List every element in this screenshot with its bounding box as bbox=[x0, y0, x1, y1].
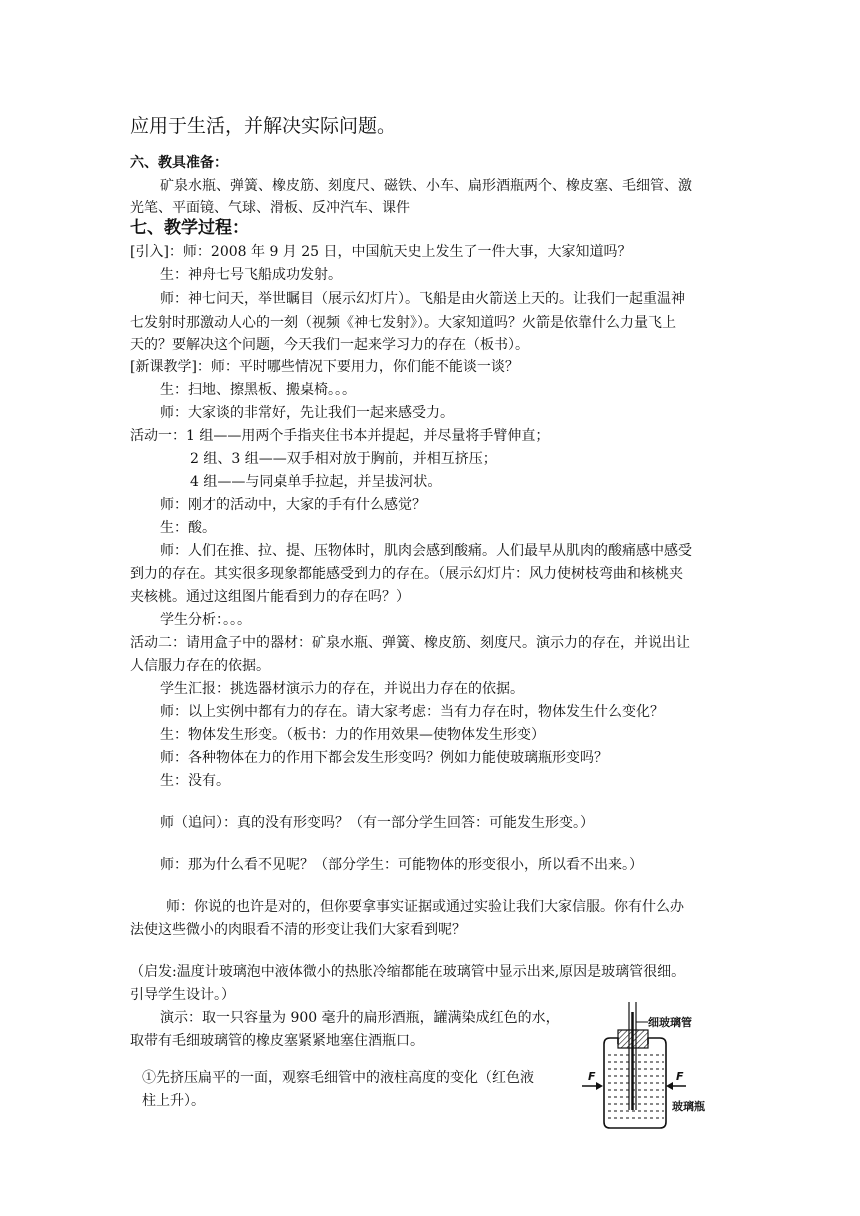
force-label-right: F bbox=[676, 1070, 684, 1083]
line: [引入]：师：2008 年 9 月 25 日，中国航天史上发生了一件大事，大家知道吗？ bbox=[130, 244, 632, 260]
force-label-left: F bbox=[588, 1070, 596, 1083]
line: 学生汇报：挑选器材演示力的存在，并说出力存在的依据。 bbox=[160, 681, 524, 697]
line: 师（追问）：真的没有形变吗？（有一部分学生回答：可能发生形变。） bbox=[160, 815, 594, 831]
section-heading: 六、教具准备： bbox=[130, 155, 228, 171]
bottle-figure bbox=[578, 1000, 728, 1140]
line: 师：以上实例中都有力的存在。请大家考虑：当有力存在时，物体发生什么变化？ bbox=[160, 704, 664, 720]
line: （启发:温度计玻璃泡中液体微小的热胀冷缩都能在玻璃管中显示出来,原因是玻璃管很细。 bbox=[130, 964, 686, 980]
line: 演示：取一只容量为 900 毫升的扁形酒瓶，罐满染成红色的水， bbox=[160, 1010, 560, 1026]
tube-label: 细玻璃管 bbox=[648, 1016, 692, 1029]
line: 师：大家谈的非常好，先让我们一起来感受力。 bbox=[160, 405, 454, 421]
line: 2 组、3 组——双手相对放于胸前，并相互挤压； bbox=[190, 451, 497, 467]
line: 师：刚才的活动中，大家的手有什么感觉？ bbox=[160, 497, 426, 513]
line: 到力的存在。其实很多现象都能感受到力的存在。（展示幻灯片：风力使树枝弯曲和核桃夹 bbox=[130, 566, 683, 582]
line: [新课教学]：师：平时哪些情况下要用力，你们能不能谈一谈？ bbox=[130, 359, 519, 375]
line: ①先挤压扁平的一面，观察毛细管中的液柱高度的变化（红色液 bbox=[142, 1070, 534, 1086]
line: 活动二：请用盒子中的器材：矿泉水瓶、弹簧、橡皮筋、刻度尺。演示力的存在，并说出让 bbox=[130, 635, 690, 651]
line: 引导学生设计。） bbox=[130, 987, 235, 1003]
line: 师：人们在推、拉、提、压物体时，肌肉会感到酸痛。人们最早从肌肉的酸痛感中感受 bbox=[160, 543, 692, 559]
line: 生：物体发生形变。（板书：力的作用效果—使物体发生形变） bbox=[160, 727, 545, 743]
line: 柱上升）。 bbox=[142, 1093, 205, 1109]
line: 学生分析：。。。 bbox=[160, 612, 251, 628]
arrowhead-left bbox=[596, 1082, 603, 1090]
line: 天的？要解决这个问题，今天我们一起来学习力的存在（板书）。 bbox=[130, 337, 529, 353]
line: 生：没有。 bbox=[160, 773, 230, 789]
line: 4 组——与同桌单手拉起，并呈拔河状。 bbox=[190, 474, 442, 490]
line: 生：扫地、擦黑板、搬桌椅。。。 bbox=[160, 382, 356, 398]
line: 取带有毛细玻璃管的橡皮塞紧紧地塞住酒瓶口。 bbox=[130, 1033, 424, 1049]
section-heading: 七、教学过程： bbox=[130, 218, 249, 238]
line: 七发射时那激动人心的一刻（视频《神七发射》）。大家知道吗？火箭是依靠什么力量飞上 bbox=[130, 315, 676, 331]
line: 法使这些微小的肉眼看不清的形变让我们大家看到呢？ bbox=[130, 922, 466, 938]
line: 矿泉水瓶、弹簧、橡皮筋、刻度尺、磁铁、小车、扁形酒瓶两个、橡皮塞、毛细管、激 bbox=[160, 178, 692, 194]
line: 生：酸。 bbox=[160, 520, 216, 536]
bottle-label: 玻璃瓶 bbox=[672, 1100, 705, 1113]
rubber-stopper bbox=[618, 1030, 648, 1048]
line: 活动一：1 组——用两个手指夹住书本并提起，并尽量将手臂伸直； bbox=[130, 428, 550, 444]
line: 光笔、平面镜、气球、滑板、反冲汽车、课件 bbox=[130, 200, 410, 216]
line: 师：各种物体在力的作用下都会发生形变吗？例如力能使玻璃瓶形变吗？ bbox=[160, 750, 608, 766]
line: 应用于生活，并解决实际问题。 bbox=[130, 115, 397, 137]
line: 夹核桃。通过这组图片能看到力的存在吗？） bbox=[130, 589, 410, 605]
line: 生：神舟七号飞船成功发射。 bbox=[160, 267, 342, 283]
line: 师：神七问天，举世瞩目（展示幻灯片）。飞船是由火箭送上天的。让我们一起重温神 bbox=[160, 291, 685, 307]
line: 人信服力存在的依据。 bbox=[130, 658, 270, 674]
line: 师：你说的也许是对的，但你要拿事实证据或通过实验让我们大家信服。你有什么办 bbox=[166, 899, 684, 915]
arrowhead-right bbox=[666, 1082, 673, 1090]
line: 师：那为什么看不见呢？（部分学生：可能物体的形变很小，所以看不出来。） bbox=[160, 857, 643, 873]
